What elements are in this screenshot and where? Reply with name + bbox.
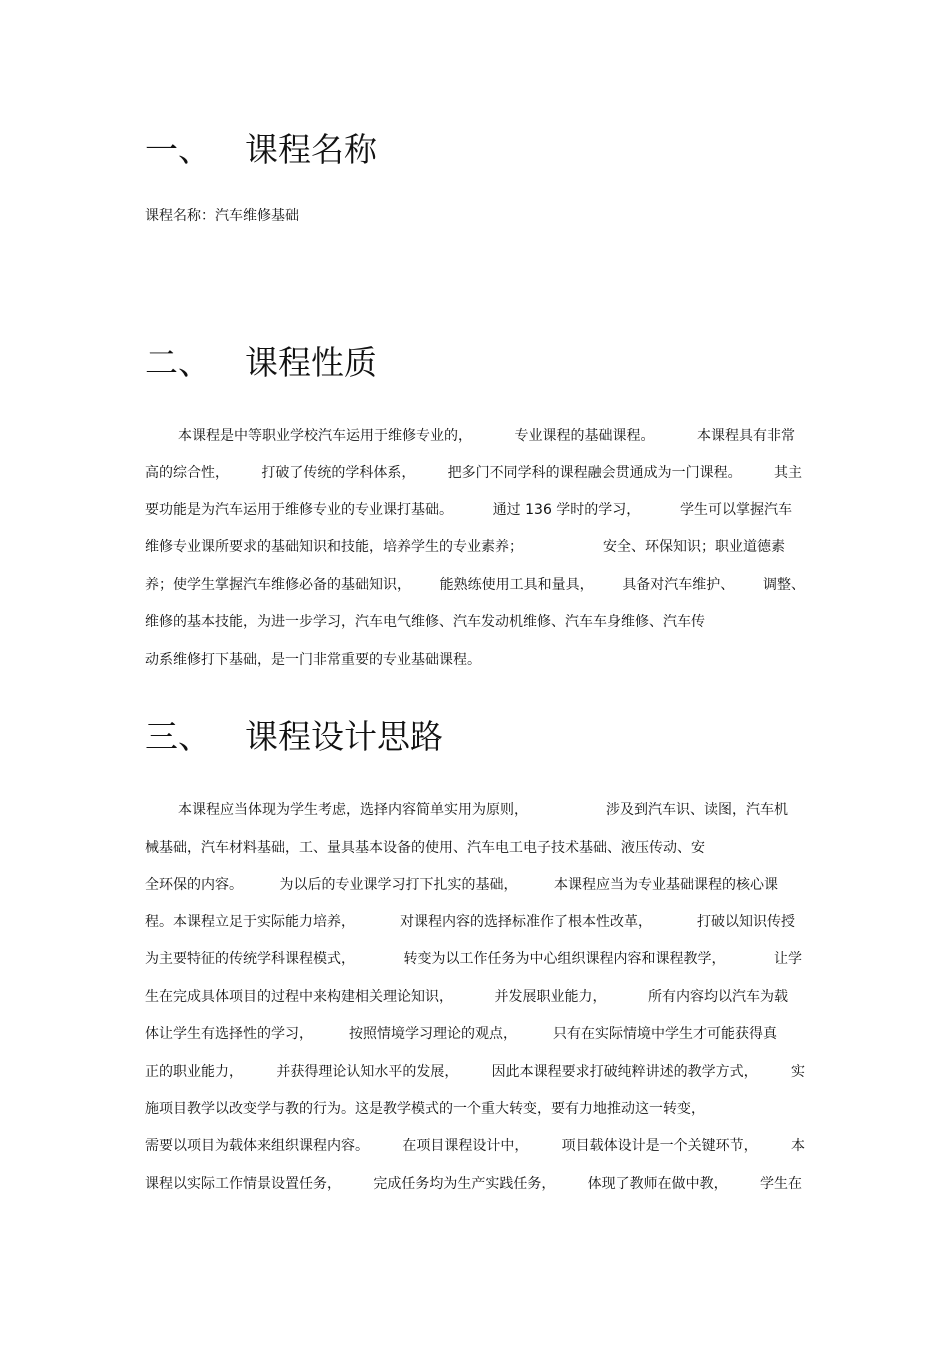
text-segment: 涉及到汽车识、读图，汽车机 <box>606 802 788 818</box>
text-segment: 因此本课程要求打破纯粹讲述的教学方式， <box>491 1064 758 1080</box>
section-3-line-4 <box>145 912 795 932</box>
section-3-line-7 <box>145 1024 777 1044</box>
text-segment: 施项目教学以改变学与教的行为。这是教学模式的一个重大转变，要有力地推动这一转变， <box>145 1101 705 1117</box>
text-segment: 需要以项目为载体来组织课程内容。 <box>145 1138 369 1154</box>
text-segment: 本课程应当为专业基础课程的核心课 <box>554 877 778 893</box>
section-3-heading <box>145 717 443 757</box>
text-segment: 在项目课程设计中， <box>402 1138 529 1154</box>
text-segment: 具备对汽车维护、 <box>622 577 735 593</box>
section-1-title: 课程名称 <box>245 130 377 169</box>
section-3-line-3 <box>145 875 778 895</box>
text-segment: 高的综合性， <box>145 465 229 481</box>
text-segment: 专业课程的基础课程。 <box>514 428 655 444</box>
text-segment: 安全、环保知识；职业道德素 <box>603 539 785 555</box>
section-3-line-8 <box>145 1062 805 1082</box>
text-segment: 程。本课程立足于实际能力培养， <box>145 914 355 930</box>
section-3-number: 三、 <box>145 717 211 756</box>
text-segment: 要功能是为汽车运用于维修专业的专业课打基础。 <box>145 502 453 518</box>
section-2-line-3 <box>145 500 792 520</box>
text-segment: 维修的基本技能，为进一步学习，汽车电气维修、汽车发动机维修、汽车车身维修、汽车传 <box>145 614 705 630</box>
section-2-heading <box>145 343 377 383</box>
text-segment: 全环保的内容。 <box>145 877 243 893</box>
text-segment: 并获得理论认知水平的发展， <box>276 1064 459 1080</box>
text-segment: 其主 <box>773 465 802 481</box>
text-segment: 养；使学生掌握汽车维修必备的基础知识， <box>145 577 411 593</box>
text-segment: 项目载体设计是一个关键环节， <box>561 1138 758 1154</box>
text-segment: 完成任务均为生产实践任务， <box>373 1176 556 1192</box>
section-2-line-2 <box>145 463 802 483</box>
section-2-title: 课程性质 <box>245 343 377 382</box>
text-segment: 打破以知识传授 <box>697 914 795 930</box>
section-2-line-6 <box>145 612 810 632</box>
text-segment: 本课程是中等职业学校汽车运用于维修专业的， <box>178 428 472 444</box>
text-segment: 本 <box>790 1138 805 1154</box>
text-segment: 能熟练使用工具和量具， <box>439 577 594 593</box>
text-segment: 把多门不同学科的课程融会贯通成为一门课程。 <box>447 465 742 481</box>
text-segment: 正的职业能力， <box>145 1064 243 1080</box>
section-3-line-6 <box>145 987 788 1007</box>
text-segment: 生在完成具体项目的过程中来构建相关理论知识， <box>145 989 453 1005</box>
text-segment: 让学 <box>774 951 802 967</box>
section-2-line-5 <box>145 575 805 595</box>
text-segment: 动系维修打下基础，是一门非常重要的专业基础课程。 <box>145 652 481 668</box>
text-segment: 学生可以掌握汽车 <box>680 502 792 518</box>
text-segment: 只有在实际情境中学生才可能获得真 <box>553 1026 777 1042</box>
text-segment: 体让学生有选择性的学习， <box>145 1026 313 1042</box>
course-name-text: 课程名称：汽车维修基础 <box>145 208 299 224</box>
section-2-line-1 <box>178 426 795 446</box>
text-segment: 维修专业课所要求的基础知识和技能，培养学生的专业素养； <box>145 539 523 555</box>
text-segment: 课程以实际工作情景设置任务， <box>145 1176 341 1192</box>
section-3-line-1 <box>178 800 788 820</box>
text-segment: 转变为以工作任务为中心组织课程内容和课程教学， <box>403 951 726 967</box>
text-segment: 为主要特征的传统学科课程模式， <box>145 951 355 967</box>
section-2-line-7 <box>145 650 810 670</box>
text-segment: 调整、 <box>762 577 805 593</box>
section-3-line-11 <box>145 1174 802 1194</box>
text-segment: 为以后的专业课学习打下扎实的基础， <box>279 877 518 893</box>
section-3-line-10 <box>145 1136 805 1156</box>
section-3-line-2 <box>145 838 810 858</box>
text-segment: 对课程内容的选择标准作了根本性改革， <box>400 914 652 930</box>
section-1-heading <box>145 130 377 170</box>
text-segment: 并发展职业能力， <box>494 989 607 1005</box>
text-segment: 本课程应当体现为学生考虑，选择内容简单实用为原则， <box>178 802 528 818</box>
text-segment: 体现了教师在做中教， <box>587 1176 728 1192</box>
section-2-number: 二、 <box>145 343 211 382</box>
course-name-line <box>145 206 810 226</box>
section-2-line-4 <box>145 537 785 557</box>
text-segment: 学生在 <box>759 1176 802 1192</box>
section-3-title: 课程设计思路 <box>245 717 443 756</box>
text-segment: 按照情境学习理论的观点， <box>349 1026 517 1042</box>
text-segment: 械基础，汽车材料基础，工、量具基本设备的使用、汽车电工电子技术基础、液压传动、安 <box>145 840 705 856</box>
section-3-line-9 <box>145 1099 810 1119</box>
text-segment: 本课程具有非常 <box>697 428 795 444</box>
section-3-line-5 <box>145 949 802 969</box>
text-segment: 实 <box>790 1064 805 1080</box>
text-segment: 打破了传统的学科体系， <box>261 465 416 481</box>
text-segment: 通过 136 学时的学习， <box>492 502 641 518</box>
section-1-number: 一、 <box>145 130 211 169</box>
text-segment: 所有内容均以汽车为载 <box>648 989 788 1005</box>
